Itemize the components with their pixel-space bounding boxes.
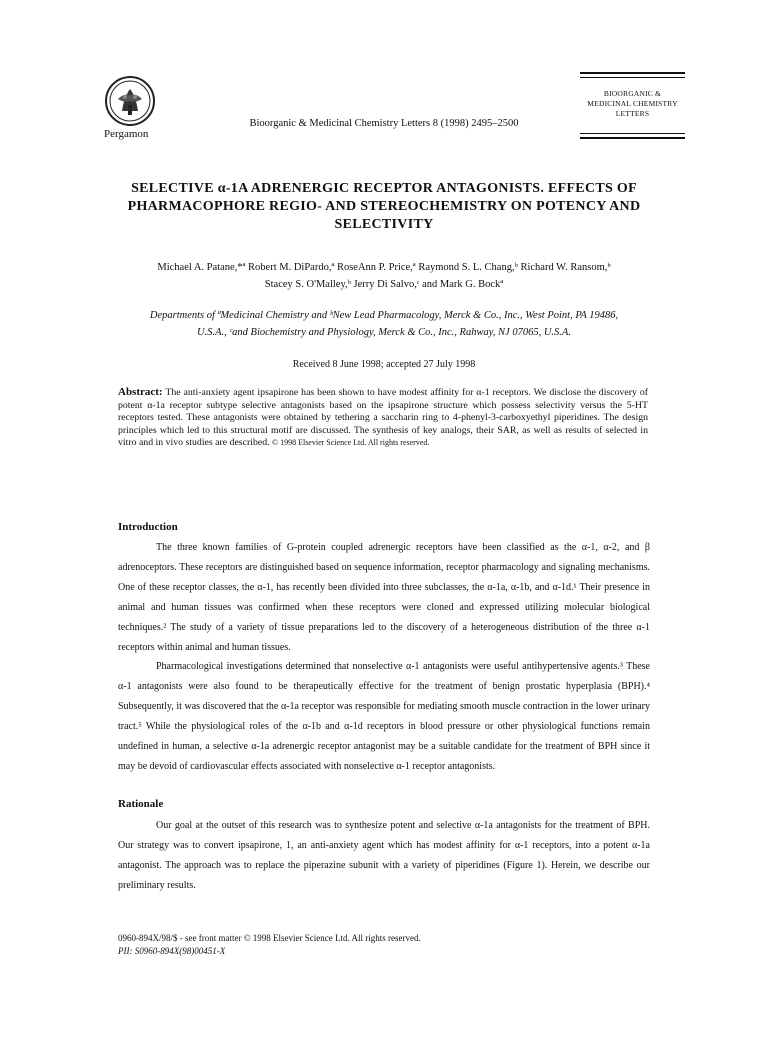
journal-brand: [580, 89, 685, 119]
brand-line-1: BIOORGANIC &: [603, 89, 662, 98]
rationale-paragraph: Our goal at the outset of this research was to synthesize potent and selective α-1a antagonists for the treatment of BPH. Our strategy was to convert ipsapirone, 1, an anti-anxiety agent which has modest affinity for α-1 receptors, into a potent α-1a antagonist. The approach was to replace the piperazine subunit with a variety of piperidines (Figure 1). Herein, we describe our preliminary results.: [118, 820, 650, 891]
affiliation-line-1: Departments of ªMedicinal Chemistry and ᵇNew Lead Pharmacology, Merck & Co., Inc., West Point, PA 19486,: [149, 310, 619, 321]
introduction-paragraph-2: Pharmacological investigations determined that nonselective α-1 antagonists were useful antihypertensive agents.³ These α-1 antagonists were also found to be therapeutically effective for the treatment of benign prostatic hyperplasia (BPH).⁴ Subsequently, it was discovered that the α-1a receptor was responsible for mediating smooth muscle contraction in the lower urinary tract.⁵ While the physiological roles of the α-1b and α-1d receptors in blood pressure or other physiological functions remain undefined in human, a selective α-1a adrenergic receptor antagonist may be a suitable candidate for the treatment of BPH since it may be devoid of cardiovascular effects associated with nonselective α-1 receptor antagonists.: [118, 661, 650, 772]
brand-top-rules: [580, 72, 685, 78]
affiliation-line-2: U.S.A., ᶜand Biochemistry and Physiology, Merck & Co., Inc., Rahway, NJ 07065, U.S.A.: [197, 327, 571, 338]
publisher-name: Pergamon: [104, 128, 149, 140]
affiliations: [90, 307, 678, 341]
received-dates: Received 8 June 1998; accepted 27 July 1998: [292, 359, 476, 370]
authors-line-2: Stacey S. O'Malley,ᵇ Jerry Di Salvo,ᶜ and Mark G. Bockª: [264, 279, 504, 290]
brand-line-3: LETTERS: [615, 109, 650, 118]
article-title: SELECTIVE α-1A ADRENERGIC RECEPTOR ANTAGONISTS. EFFECTS OF PHARMACOPHORE REGIO- AND STEREOCHEMISTRY ON POTENCY AND SELECTIVITY: [127, 181, 641, 232]
introduction-paragraph-1: The three known families of G-protein coupled adrenergic receptors have been classified as the α-1, α-2, and β adrenoceptors. These receptors are distinguished based on sequence information, receptor pharmacology and signaling mechanisms. One of these receptor classes, the α-1, has recently been divided into three subclasses, the α-1a, α-1b, and α-1d.¹ Their presence in animal and human tissues was confirmed when these receptors were cloned and expressed utilizing molecular biological techniques.² The study of a variety of tissue preparations led to the discovery of a heterogeneous distribution of the three α-1 receptors within animal and human tissues.: [118, 542, 650, 653]
brand-bottom-rules: [580, 133, 685, 139]
introduction-heading: Introduction: [118, 521, 178, 533]
abstract: [118, 386, 648, 450]
authors-line-1: Michael A. Patane,*ª Robert M. DiPardo,ª RoseAnn P. Price,ª Raymond S. L. Chang,ᵇ Richard W. Ransom,ᵇ: [157, 262, 611, 273]
abstract-copyright: © 1998 Elsevier Science Ltd. All rights reserved.: [272, 438, 430, 447]
footer-pii: PII: S0960-894X(98)00451-X: [118, 946, 226, 956]
abstract-label: Abstract:: [118, 386, 163, 398]
author-list: [90, 259, 678, 293]
brand-line-2: MEDICINAL CHEMISTRY: [587, 99, 678, 108]
footer-copyright: 0960-894X/98/$ - see front matter © 1998 Elsevier Science Ltd. All rights reserved.: [118, 933, 421, 943]
footer: [118, 932, 421, 958]
rationale-heading: Rationale: [118, 798, 164, 810]
abstract-text: The anti-anxiety agent ipsapirone has been shown to have modest affinity for α-1 receptors. We disclose the discovery of potent α-1a receptor subtype selective antagonists based on the ipsapirone structure which possess selectivity versus the 5-HT receptors tested. These antagonists were obtained by tethering a saccharin ring to 4-phenyl-3-carboxyethyl piperidines. The design principles which led to this structural motif are discussed. The synthesis of key analogs, their SAR, as well as results of selected in vitro and in vivo studies are described.: [118, 387, 648, 448]
journal-citation: Bioorganic & Medicinal Chemistry Letters 8 (1998) 2495–2500: [249, 118, 519, 129]
